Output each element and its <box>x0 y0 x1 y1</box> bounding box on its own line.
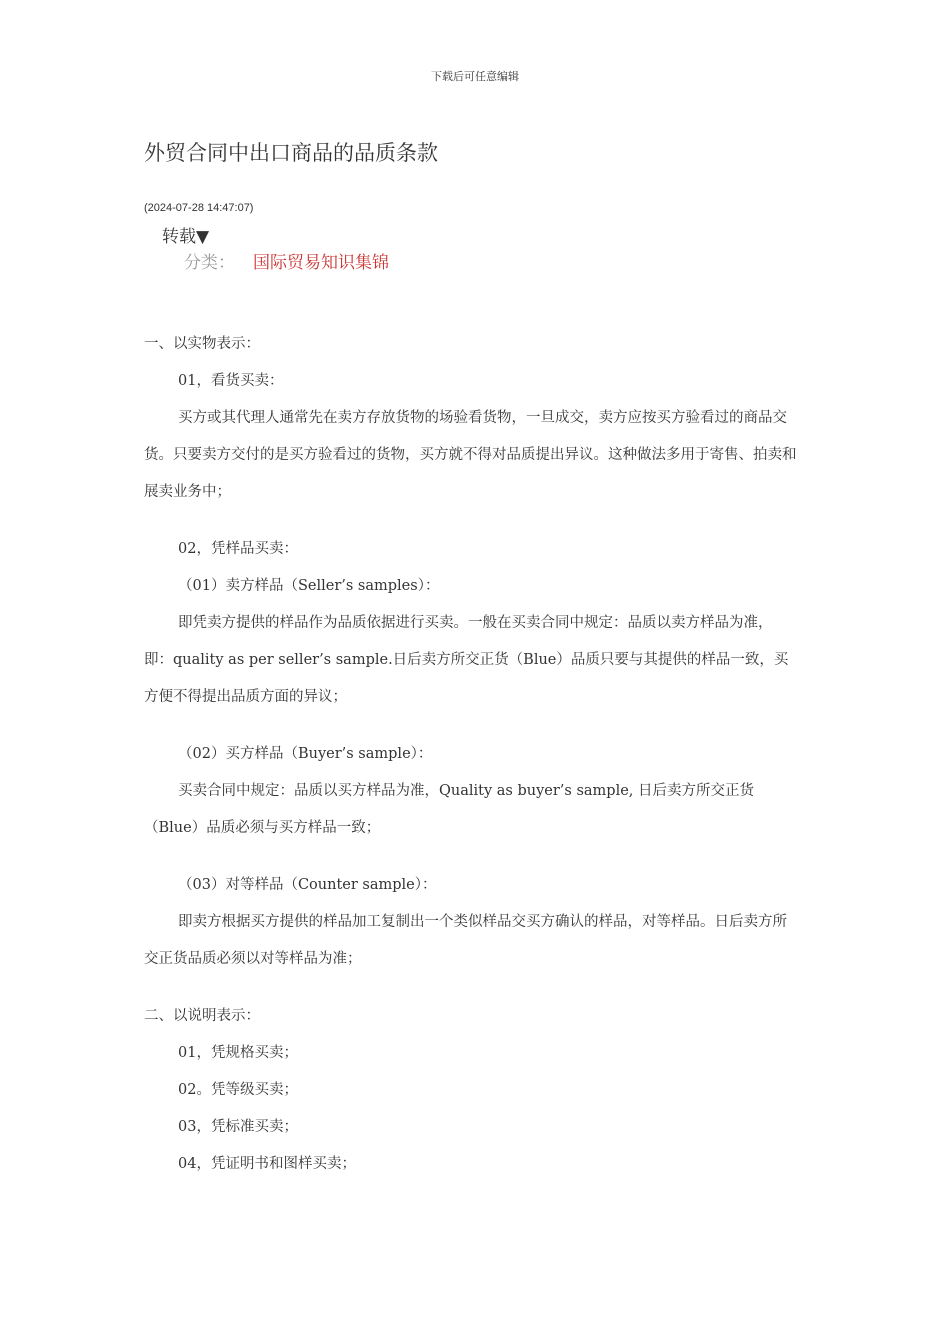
category-label: 分类： <box>184 253 235 273</box>
paragraph-buyer-sample: 买卖合同中规定：品质以买方样品为准，Quality as buyer’s sample, 日后卖方所交正货（Blue）品质必须与买方样品一致； <box>144 783 755 836</box>
category-row <box>184 248 389 273</box>
list-item: 02。凭等级买卖； <box>178 1082 298 1098</box>
paragraph-counter-sample: 即卖方根据买方提供的样品加工复制出一个类似样品交买方确认的样品，对等样品。日后卖方所交正货品质必须以对等样品为准； <box>144 914 787 967</box>
paragraph-seller-sample: 即凭卖方提供的样品作为品质依据进行买卖。一般在买卖合同中规定：品质以卖方样品为准，即：quality as per seller’s sample.日后卖方所交正货（Blue）品质只要与其提供的样品一致，买方便不得提出品质方面的异议； <box>144 615 789 705</box>
item-title-buyer-sample: （02）买方样品（Buyer’s sample）： <box>178 746 433 762</box>
page-header-note: 下载后可任意编辑 <box>431 70 519 83</box>
subsection-title-02: 02，凭样品买卖： <box>178 541 298 557</box>
section-heading-2: 二、以说明表示： <box>144 1008 260 1024</box>
section-heading-1: 一、以实物表示： <box>144 336 260 352</box>
article-title: 外贸合同中出口商品的品质条款 <box>144 141 438 165</box>
subsection-title-01: 01，看货买卖： <box>178 373 284 389</box>
article-body <box>144 326 798 1183</box>
repost-toggle[interactable]: 转载▼ <box>162 227 210 247</box>
paragraph-01: 买方或其代理人通常先在卖方存放货物的场验看货物，一旦成交，卖方应按买方验看过的商品交货。只要卖方交付的是买方验看过的货物，买方就不得对品质提出异议。这种做法多用于寄售、拍卖和展卖业务中； <box>144 410 797 500</box>
list-item: 01，凭规格买卖； <box>178 1045 298 1061</box>
article-date: (2024-07-28 14:47:07) <box>144 202 254 214</box>
list-item: 04，凭证明书和图样买卖； <box>178 1156 356 1172</box>
list-item: 03，凭标准买卖； <box>178 1119 298 1135</box>
item-title-seller-sample: （01）卖方样品（Seller’s samples）： <box>178 578 440 594</box>
item-title-counter-sample: （03）对等样品（Counter sample）： <box>178 877 437 893</box>
category-link[interactable]: 国际贸易知识集锦 <box>253 253 389 273</box>
